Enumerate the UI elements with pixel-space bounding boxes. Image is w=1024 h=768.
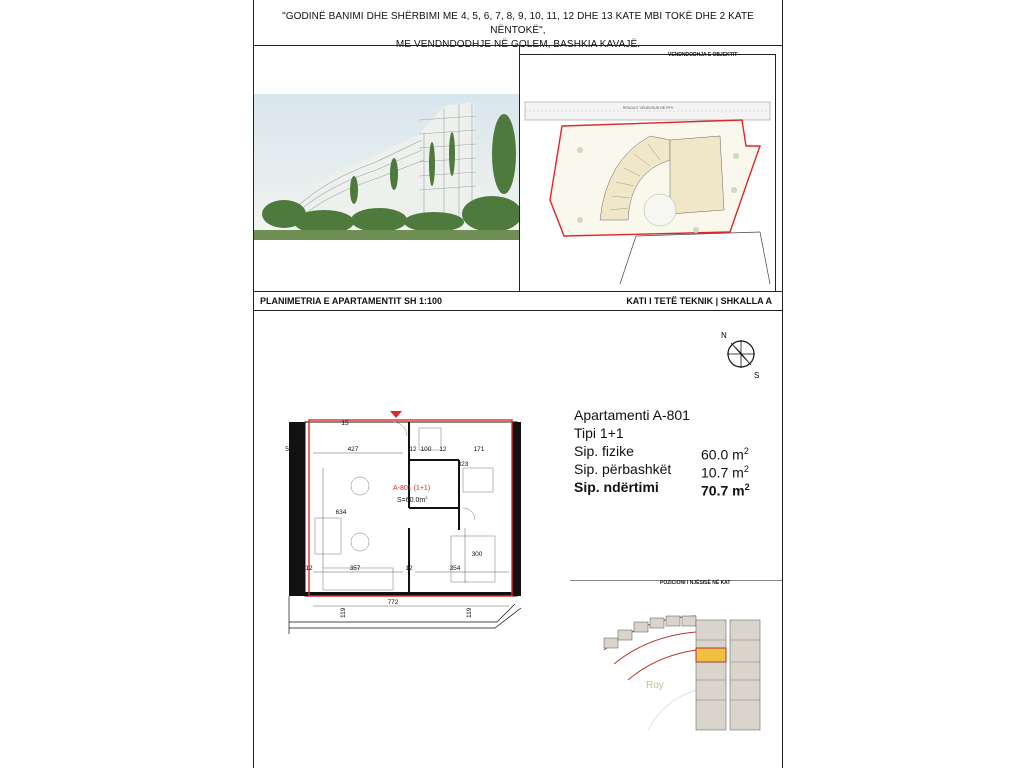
- compass-south: S: [754, 371, 760, 380]
- floor-plan: [283, 408, 528, 638]
- area-row: [574, 442, 749, 463]
- dim-label: 634: [335, 509, 347, 516]
- dim-label: 300: [471, 551, 483, 558]
- compass-icon: [716, 326, 766, 382]
- keyplan-label: POZICIONI I NJËSISË NË KAT: [660, 580, 731, 586]
- dim-label: 12: [405, 565, 413, 572]
- dim-label: 15: [341, 420, 349, 427]
- building-rendering: [254, 94, 519, 240]
- site-plan: [520, 60, 775, 290]
- area-value: 70.7 m: [701, 482, 745, 499]
- area-label: Sip. përbashkët: [574, 461, 672, 477]
- apartment-type: Tipi 1+1: [574, 425, 624, 441]
- area-label: Sip. ndërtimi: [574, 479, 659, 495]
- dim-label: 354: [449, 565, 461, 572]
- dim-label: 119: [466, 607, 473, 618]
- floor-title: KATI I TETË TEKNIK | SHKALLA A: [626, 296, 772, 306]
- area-label: Sip. fizike: [574, 443, 634, 459]
- keyplan-watermark: Roy: [646, 680, 664, 691]
- key-plan: [584, 600, 782, 768]
- apartment-name: Apartamenti A-801: [574, 407, 690, 423]
- svg-text:S=60.0m2: [397, 495, 428, 504]
- dim-label: 12: [409, 446, 417, 453]
- apartment-info: [574, 406, 750, 499]
- area-row: [574, 460, 749, 481]
- area-value: 10.7 m: [701, 464, 744, 481]
- dim-label: 119: [340, 607, 347, 618]
- compass-north: N: [721, 331, 727, 340]
- area-unit-sup: 2: [744, 482, 750, 492]
- dim-label: 12: [305, 565, 313, 572]
- dim-label: 171: [473, 446, 485, 453]
- unit-area-sup: 2: [425, 495, 428, 500]
- dim-label: 323: [457, 461, 469, 468]
- unit-label: A-801 (1+1): [393, 485, 431, 492]
- dim-label: 5: [285, 446, 289, 453]
- plan-title: PLANIMETRIA E APARTAMENTIT SH 1:100: [260, 296, 443, 306]
- road-label: RRUGA E VENDOSUR NË PPV: [622, 106, 674, 110]
- dim-label: 100: [420, 446, 432, 453]
- unit-area: S=60.0m: [397, 497, 426, 504]
- drawing-sheet: [253, 0, 783, 768]
- area-unit-sup: 2: [743, 446, 749, 456]
- project-title-line1: "GODINË BANIMI DHE SHËRBIMI ME 4, 5, 6, 7, 8, 9, 10, 11, 12 DHE 13 KATE MBI TOKË DHE 2 KATE NËNTOKË",: [282, 11, 754, 36]
- dim-label: 427: [347, 446, 359, 453]
- area-row-total: [574, 478, 750, 499]
- project-title-line2: ME VENDNDODHJE NË GOLEM, BASHKIA KAVAJË.: [395, 39, 641, 50]
- dim-label: 12: [439, 446, 447, 453]
- dim-label: 357: [349, 565, 361, 572]
- area-unit-sup: 2: [743, 464, 749, 474]
- dim-label: 772: [387, 599, 399, 606]
- location-label: VENDNDODHJA E OBJEKTIT: [668, 52, 738, 58]
- area-value: 60.0 m: [701, 446, 744, 463]
